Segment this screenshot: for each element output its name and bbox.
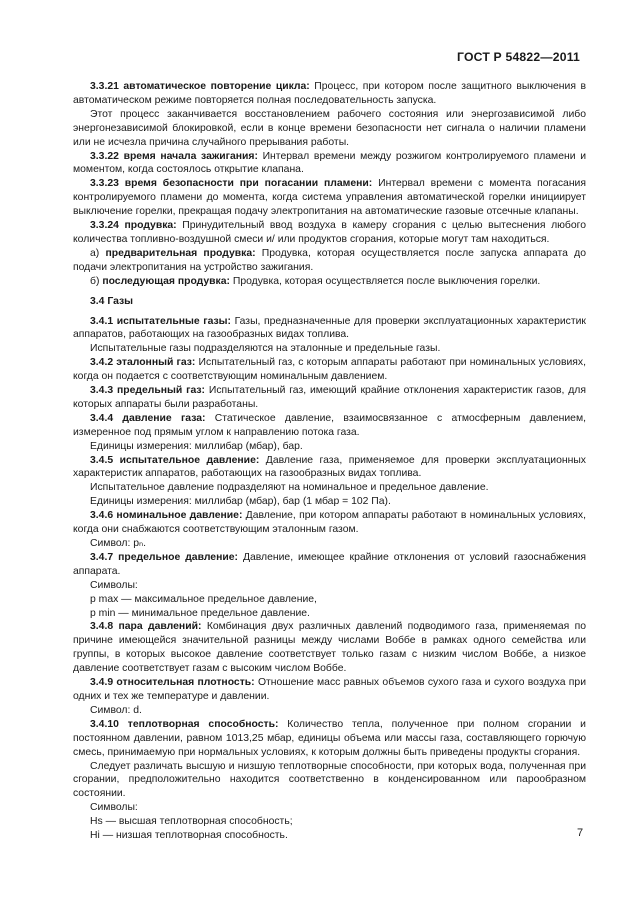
definition-3-3-21 xyxy=(73,80,586,108)
definition-3-3-24 xyxy=(73,219,586,247)
definition-3-4-5 xyxy=(73,454,586,482)
term: 3.3.24 продувка: xyxy=(90,220,177,232)
definition-text: Статическое давление, взаимосвязанное с атмосферным давлением, измеренное под прямым углом к направлению потока газа. xyxy=(73,412,586,438)
definition-3-4-1 xyxy=(73,315,586,343)
symbol-line: Символ: d. xyxy=(90,704,142,716)
definition-3-4-9 xyxy=(73,676,586,704)
definition-3-3-22 xyxy=(73,150,586,178)
definition-text: Количество тепла, полученное при полном сгорании и постоянном давлении, равном 1013,25 мбар, единицы объема или массы газа, составляющего горючую смесь, принимаемую при нормальных условиях, к которым должны быть приведены продукты сгорания. xyxy=(73,718,586,758)
symbol-line: Hi — низшая теплотворная способность. xyxy=(90,830,288,842)
term: 3.4.9 относительная плотность: xyxy=(90,677,255,689)
symbol-line: Символ: pₙ. xyxy=(90,538,147,549)
definition-3-4-10 xyxy=(73,718,586,760)
term: 3.4.7 предельное давление: xyxy=(90,551,238,563)
term: 3.4.4 давление газа: xyxy=(90,412,206,424)
section-heading: 3.4 Газы xyxy=(90,295,134,307)
definition-text: Испытательный газ, имеющий крайние отклонения характеристик газов, для которых аппараты были разработаны. xyxy=(73,385,586,410)
definition-text: Процесс, при котором после защитного выключения в автоматическом режиме повторяется полная последовательность запуска. xyxy=(73,81,586,106)
definition-text: Давление, при котором аппараты работают в номинальных условиях, когда они снабжаются соответствующим эталонным газом. xyxy=(73,510,586,536)
document-id: ГОСТ Р 54822—2011 xyxy=(457,50,580,64)
paragraph: Испытательные газы подразделяются на эталонные и предельные газы. xyxy=(90,343,441,355)
term: 3.4.6 номинальное давление: xyxy=(90,510,243,522)
term: 3.4.8 пара давлений: xyxy=(90,621,202,633)
definition-3-3-23 xyxy=(73,177,586,219)
symbol-line: p min — минимальное предельное давление. xyxy=(90,607,310,619)
definition-3-4-4 xyxy=(73,412,586,440)
definition-text: Продувка, которая осуществляется после выключения горелки. xyxy=(229,275,541,287)
paragraph: Следует различать высшую и низшую теплотворные способности, при которых вода, полученная при сгорании, предположительно находится соответственно в конденсированном или парообразном состоянии. xyxy=(73,760,586,800)
term: 3.4.5 испытательное давление: xyxy=(90,454,260,466)
page-number: 7 xyxy=(577,827,584,839)
definition-text: Давление, имеющее крайние отклонения от условий газоснабжения аппарата. xyxy=(73,551,586,577)
definition-3-3-24-a xyxy=(73,247,586,275)
definition-text: Интервал времени между розжигом контролируемого пламени и моментом, когда состоялось открытие клапана. xyxy=(73,150,586,176)
term: 3.4.3 предельный газ: xyxy=(90,385,205,397)
definition-3-4-2 xyxy=(73,356,586,384)
paragraph: Единицы измерения: миллибар (мбар), бар (1 мбар = 102 Па). xyxy=(90,496,391,508)
symbol-line: Символы: xyxy=(90,579,138,591)
list-prefix: б) xyxy=(90,275,103,287)
definition-text: Испытательный газ, с которым аппараты работают при номинальных условиях, когда он подается с соответствующим номинальным давлением. xyxy=(73,357,586,383)
term: 3.3.21 автоматическое повторение цикла: xyxy=(90,81,310,92)
term: 3.4.10 теплотворная способность: xyxy=(90,718,279,730)
definition-3-4-7 xyxy=(73,551,586,579)
definition-text: Принудительный ввод воздуха в камеру сгорания с целью вытеснения любого количества топливно-воздушной смеси и/ или продуктов сгорания, которые могут там находиться. xyxy=(73,220,586,245)
paragraph: Этот процесс заканчивается восстановлением рабочего состояния или энергозависимой либо энергонезависимой блокировкой, если в конце времени безопасности нет сигнала о наличии пламени или не исчезла причина случайного прерывания работы. xyxy=(73,108,586,148)
definition-text: Газы, предназначенные для проверки эксплуатационных характеристик аппаратов, работающих на газообразных видах топлива. xyxy=(73,315,586,341)
definition-text: Продувка, которая осуществляется после запуска аппарата до подачи электропитания на устройство зажигания. xyxy=(73,247,586,273)
term: последующая продувка: xyxy=(102,275,230,287)
list-prefix: а) xyxy=(90,247,106,259)
symbol-line: Hs — высшая теплотворная способность; xyxy=(90,816,293,828)
term: 3.4.1 испытательные газы: xyxy=(90,315,231,327)
term: 3.3.23 время безопасности при погасании пламени: xyxy=(90,178,373,190)
definition-text: Интервал времени с момента погасания контролируемого пламени до момента, когда система управления автоматической горелки инициирует выключение горелки, прекращая подачу электропитания на автоматические газовые отсечные клапаны. xyxy=(73,178,586,218)
definition-3-4-6 xyxy=(73,509,586,537)
definition-3-3-24-b xyxy=(73,275,586,289)
definition-3-4-8 xyxy=(73,620,586,676)
term: 3.3.22 время начала зажигания: xyxy=(90,150,258,162)
paragraph: Испытательное давление подразделяют на номинальное и предельное давление. xyxy=(90,482,489,494)
page-body xyxy=(73,80,586,843)
symbol-line: Символы: xyxy=(90,802,138,814)
term: 3.4.2 эталонный газ: xyxy=(90,357,196,369)
term: предварительная продувка: xyxy=(105,247,256,259)
definition-text: Давление газа, применяемое для проверки эксплуатационных характеристик аппаратов, работающих на газообразных видах топлива. xyxy=(73,454,586,480)
definition-3-4-3 xyxy=(73,384,586,412)
symbol-line: p max — максимальное предельное давление, xyxy=(90,593,317,605)
definition-text: Отношение масс равных объемов сухого газа и сухого воздуха при одних и тех же температуре и давлении. xyxy=(73,677,586,702)
definition-text: Комбинация двух различных давлений подводимого газа, применяемая по причине имеющейся значительной разницы между числами Воббе в рамках одного семейства или группы, в которых высокое давление соответствует только газам с низким числом Воббе, а низкое давление соответствует газам с высоким числом Воббе. xyxy=(73,621,587,675)
paragraph: Единицы измерения: миллибар (мбар), бар. xyxy=(90,440,303,452)
